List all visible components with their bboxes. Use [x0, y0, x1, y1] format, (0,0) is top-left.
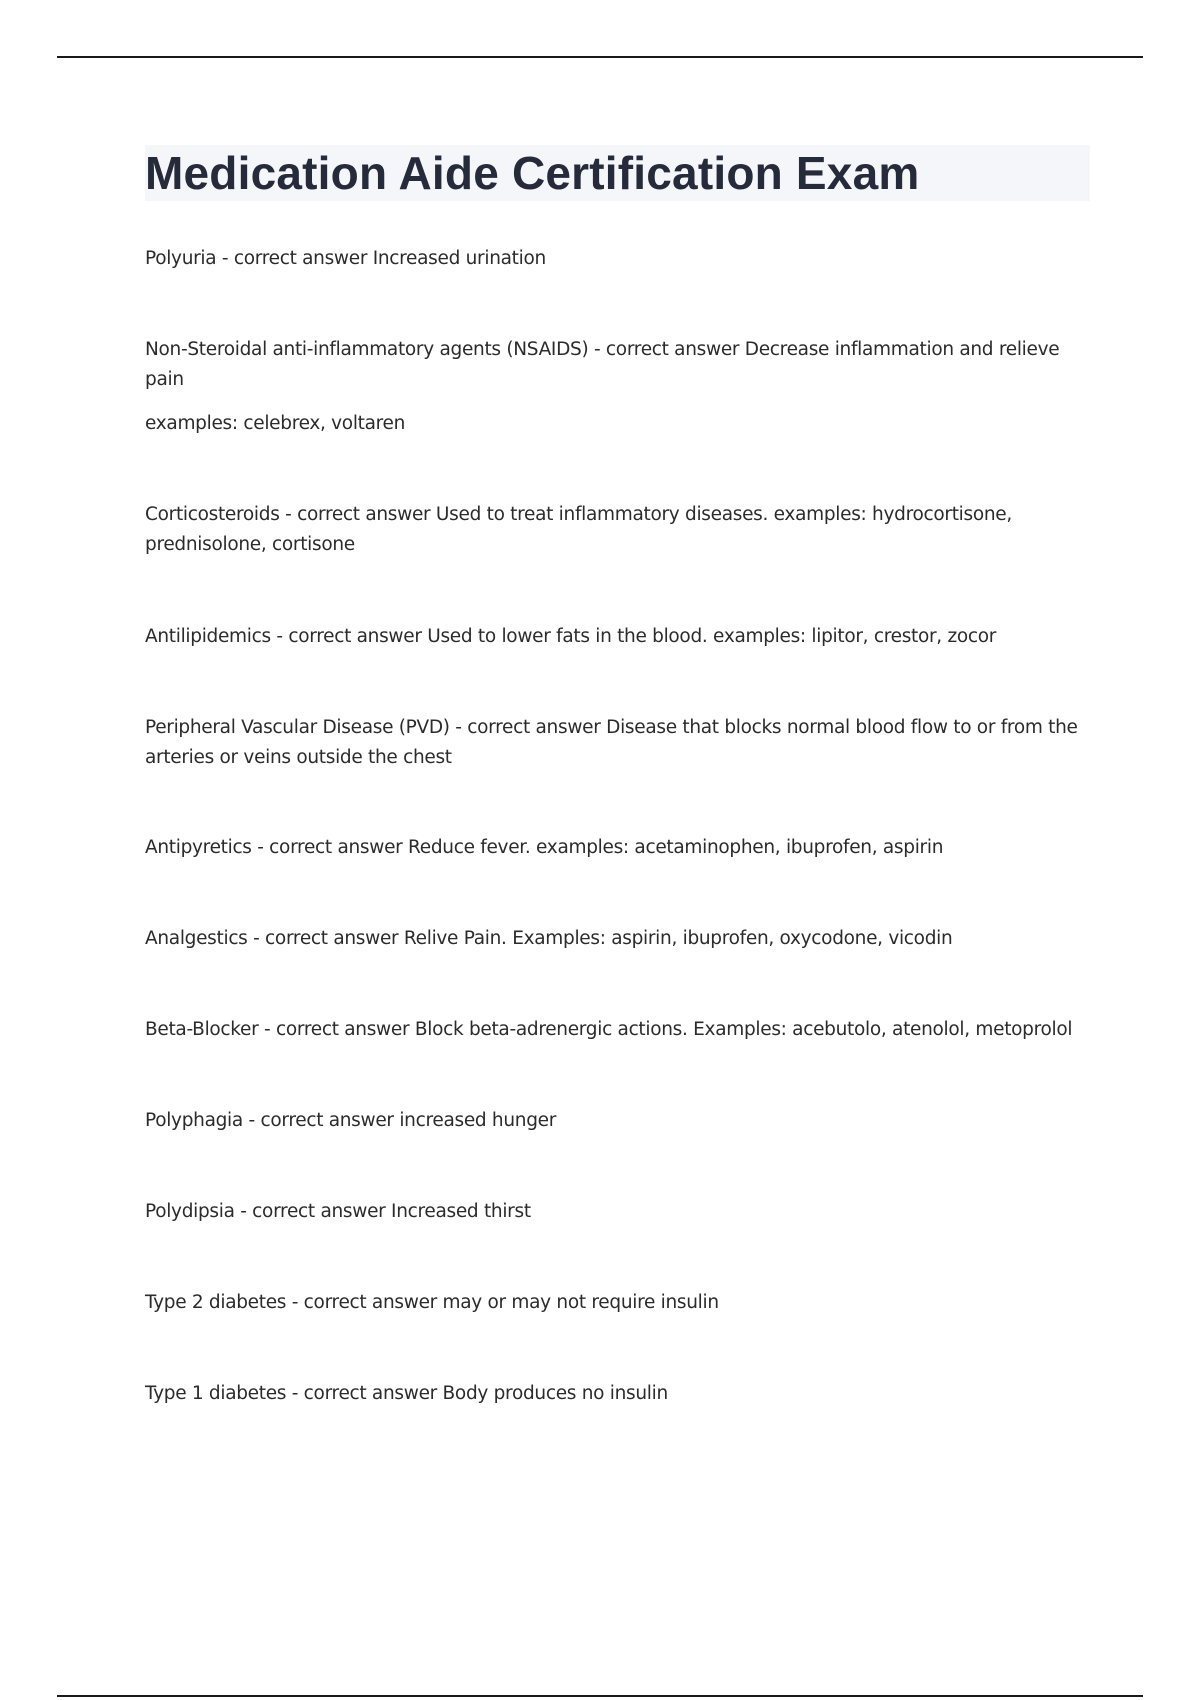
entry-text: Antilipidemics - correct answer Used to lower fats in the blood. examples: lipitor, crestor, zocor	[145, 626, 997, 647]
entry-text: Type 2 diabetes - correct answer may or may not require insulin	[145, 1292, 719, 1313]
flashcard-entry	[145, 500, 1090, 560]
flashcard-entry	[145, 1197, 1090, 1227]
entry-text: Polydipsia - correct answer Increased thirst	[145, 1201, 531, 1222]
flashcard-entry	[145, 1106, 1090, 1136]
flashcard-entry	[145, 622, 1090, 652]
page-title: Medication Aide Certification Exam	[145, 147, 920, 199]
top-divider	[57, 56, 1143, 58]
flashcard-entry	[145, 244, 1090, 274]
flashcard-entry	[145, 833, 1090, 863]
entry-text: Polyuria - correct answer Increased urination	[145, 248, 546, 269]
flashcard-entry	[145, 1379, 1090, 1409]
entry-text: Peripheral Vascular Disease (PVD) - correct answer Disease that blocks normal blood flow to or from the arteries or veins outside the chest	[145, 717, 1078, 768]
entry-text: Beta-Blocker - correct answer Block beta-adrenergic actions. Examples: acebutolo, atenolol, metoprolol	[145, 1019, 1073, 1040]
flashcard-entry	[145, 1015, 1090, 1045]
entry-text: Antipyretics - correct answer Reduce fever. examples: acetaminophen, ibuprofen, aspirin	[145, 837, 944, 858]
entry-text: Type 1 diabetes - correct answer Body produces no insulin	[145, 1383, 668, 1404]
flashcard-entry	[145, 924, 1090, 954]
entry-text: Non-Steroidal anti-inflammatory agents (NSAIDS) - correct answer Decrease inflammation and relieve pain	[145, 339, 1060, 390]
bottom-divider	[57, 1695, 1143, 1697]
entry-text: Corticosteroids - correct answer Used to treat inflammatory diseases. examples: hydrocortisone, prednisolone, cortisone	[145, 504, 1012, 555]
flashcard-entry	[145, 713, 1090, 773]
entry-examples: examples: celebrex, voltaren	[145, 413, 406, 434]
flashcard-entry	[145, 1288, 1090, 1318]
entry-text: Polyphagia - correct answer increased hunger	[145, 1110, 557, 1131]
flashcard-entry	[145, 335, 1090, 439]
entry-text: Analgestics - correct answer Relive Pain. Examples: aspirin, ibuprofen, oxycodone, vicodin	[145, 928, 953, 949]
